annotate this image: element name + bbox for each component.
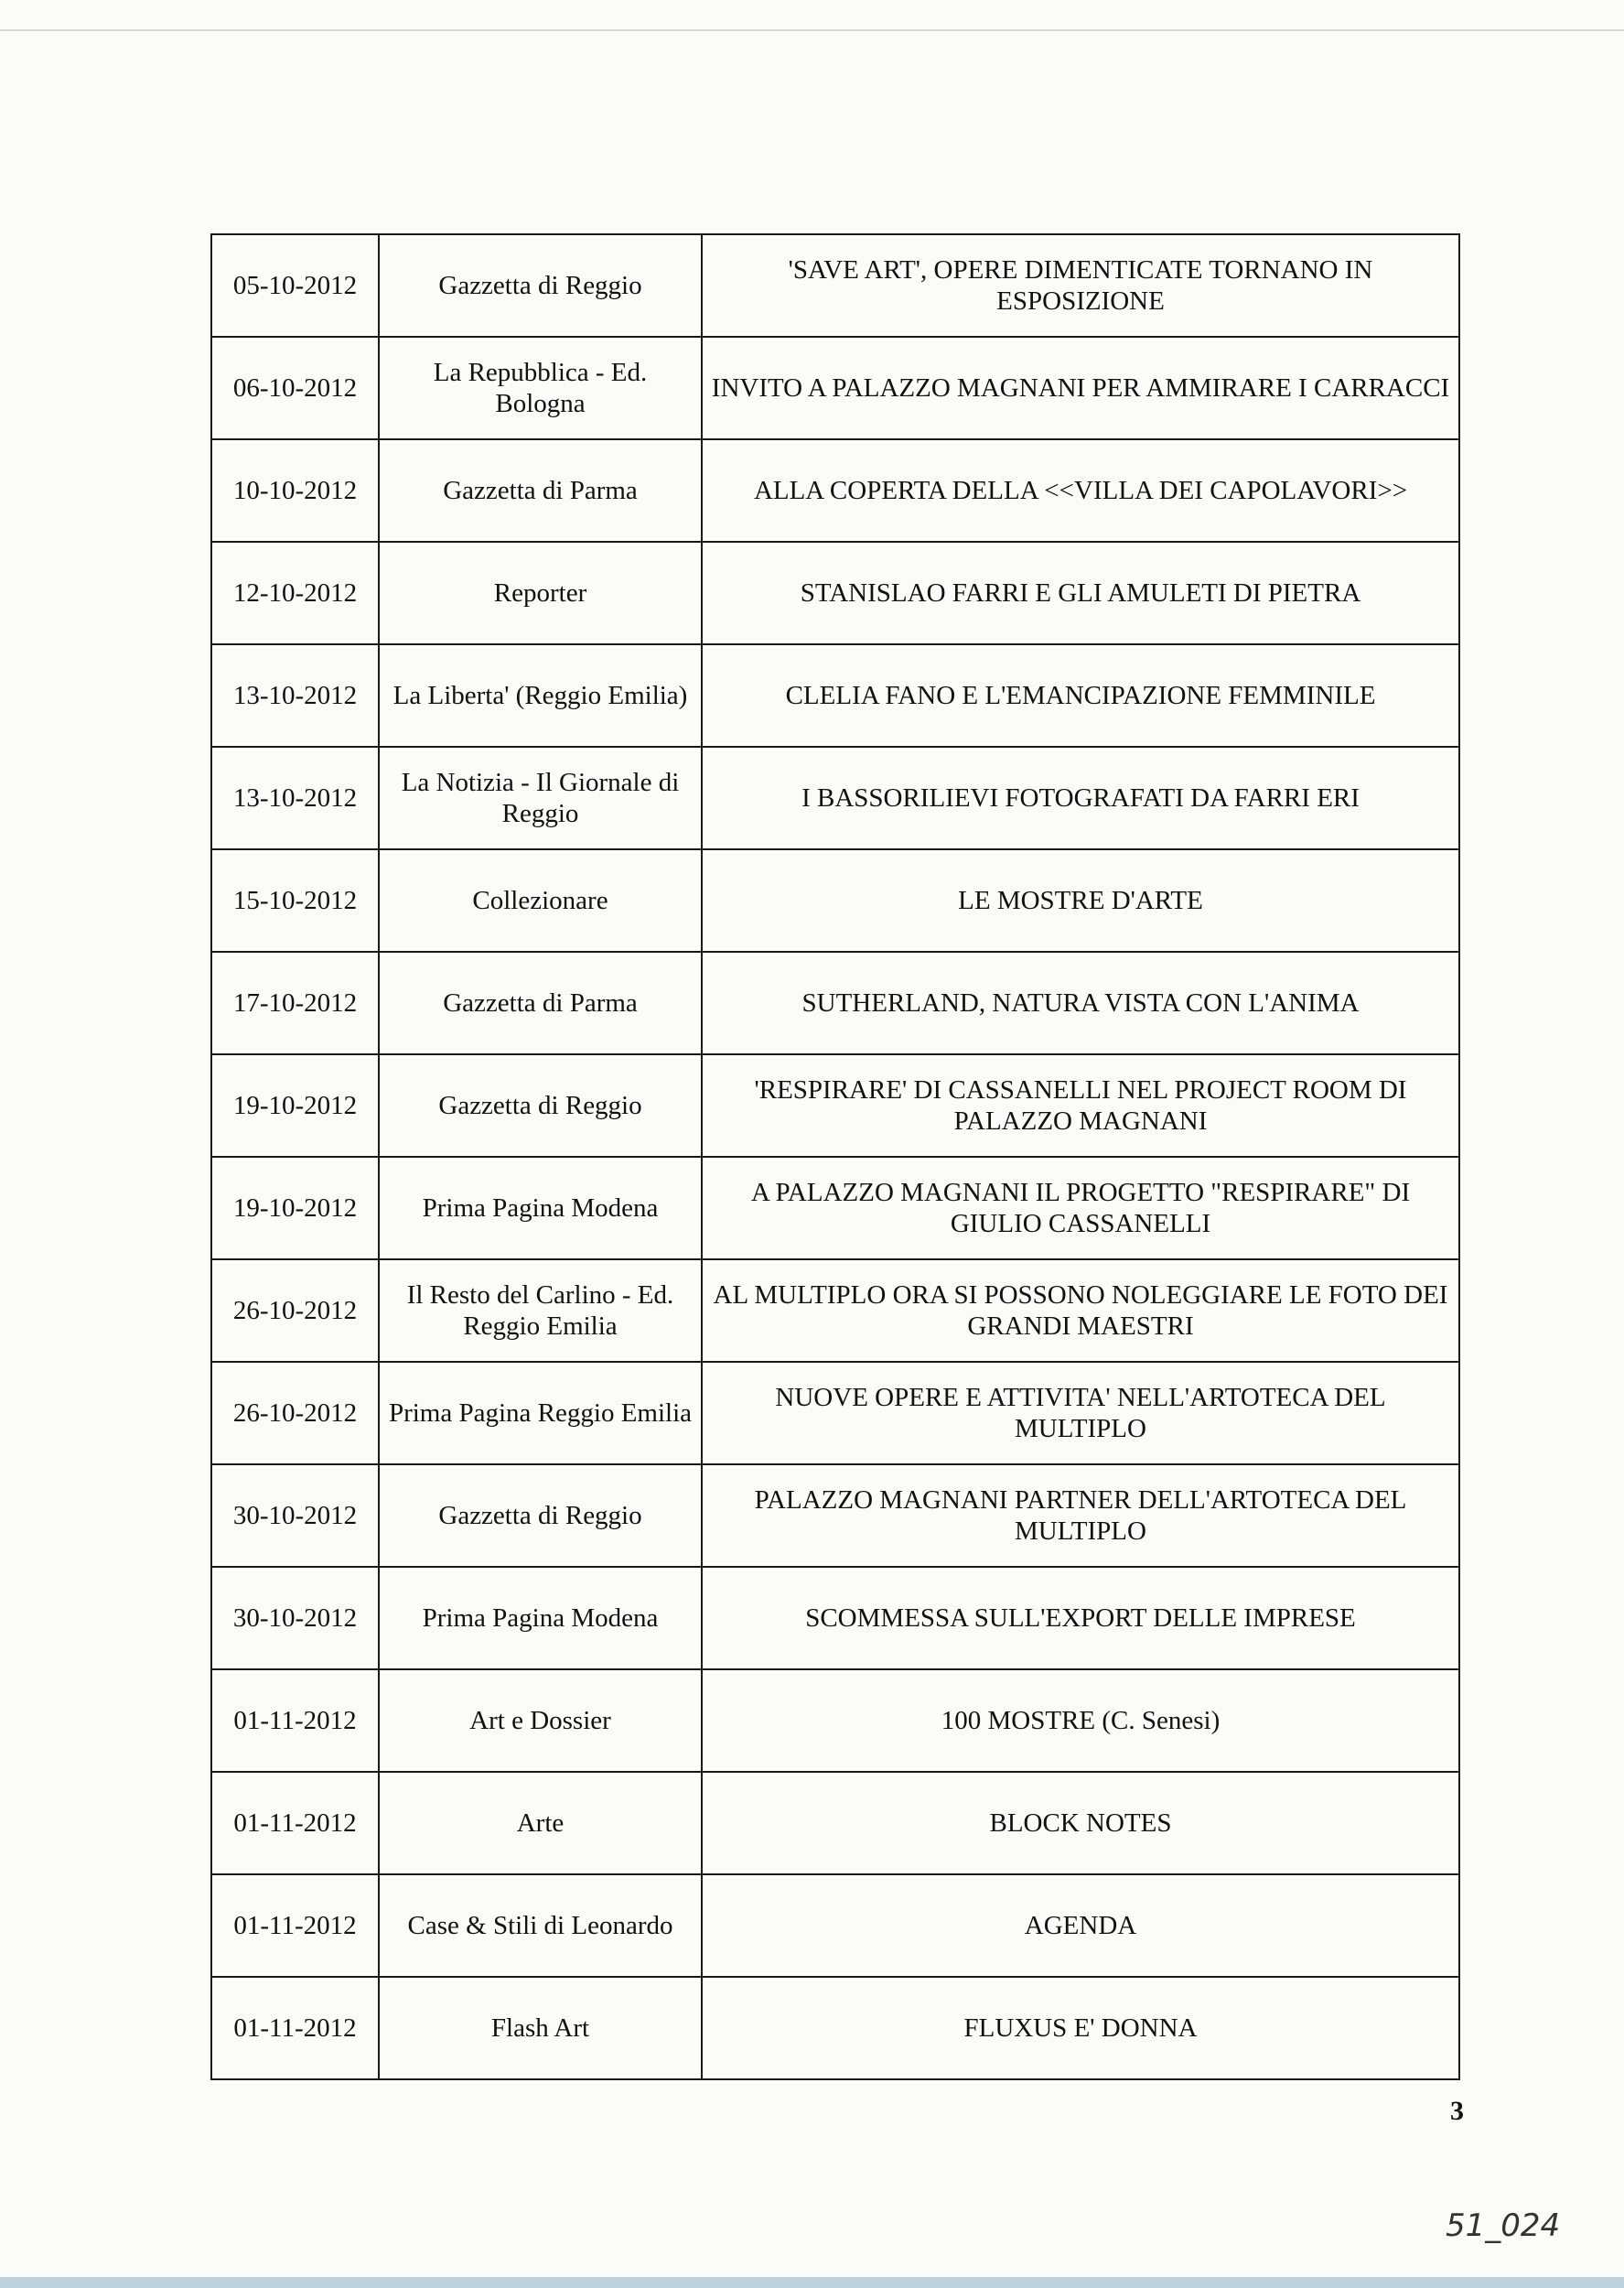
row-source: Prima Pagina Modena [379, 1157, 702, 1259]
row-title: NUOVE OPERE E ATTIVITA' NELL'ARTOTECA DEL MULTIPLO [702, 1362, 1459, 1464]
row-date: 01-11-2012 [211, 1772, 379, 1874]
row-source: Gazzetta di Reggio [379, 1054, 702, 1157]
table-row [211, 1669, 1459, 1772]
table-row [211, 234, 1459, 337]
table-row [211, 952, 1459, 1054]
row-source: Collezionare [379, 849, 702, 952]
table-row [211, 542, 1459, 644]
row-date: 01-11-2012 [211, 1669, 379, 1772]
row-source: La Notizia - Il Giornale di Reggio [379, 747, 702, 849]
page-edge [0, 29, 1624, 31]
table-row [211, 439, 1459, 542]
row-date: 17-10-2012 [211, 952, 379, 1054]
table-row [211, 337, 1459, 439]
row-title: CLELIA FANO E L'EMANCIPAZIONE FEMMINILE [702, 644, 1459, 747]
row-date: 05-10-2012 [211, 234, 379, 337]
row-title: BLOCK NOTES [702, 1772, 1459, 1874]
row-title: INVITO A PALAZZO MAGNANI PER AMMIRARE I CARRACCI [702, 337, 1459, 439]
table-body [211, 234, 1459, 2079]
table-row [211, 1054, 1459, 1157]
table-row [211, 1977, 1459, 2079]
row-source: Flash Art [379, 1977, 702, 2079]
table-row [211, 1157, 1459, 1259]
row-source: Prima Pagina Modena [379, 1567, 702, 1669]
page-number: 3 [1450, 2096, 1464, 2126]
table-row [211, 849, 1459, 952]
row-date: 13-10-2012 [211, 747, 379, 849]
row-source: Prima Pagina Reggio Emilia [379, 1362, 702, 1464]
row-date: 13-10-2012 [211, 644, 379, 747]
table-row [211, 1567, 1459, 1669]
row-title: AL MULTIPLO ORA SI POSSONO NOLEGGIARE LE FOTO DEI GRANDI MAESTRI [702, 1259, 1459, 1362]
row-title: 'RESPIRARE' DI CASSANELLI NEL PROJECT ROOM DI PALAZZO MAGNANI [702, 1054, 1459, 1157]
row-date: 26-10-2012 [211, 1259, 379, 1362]
row-source: Gazzetta di Parma [379, 952, 702, 1054]
row-title: SUTHERLAND, NATURA VISTA CON L'ANIMA [702, 952, 1459, 1054]
table-row [211, 747, 1459, 849]
row-source: Gazzetta di Parma [379, 439, 702, 542]
row-date: 19-10-2012 [211, 1157, 379, 1259]
table-row [211, 1362, 1459, 1464]
press-review-table [210, 233, 1460, 2080]
row-date: 10-10-2012 [211, 439, 379, 542]
row-source: Il Resto del Carlino - Ed. Reggio Emilia [379, 1259, 702, 1362]
row-date: 15-10-2012 [211, 849, 379, 952]
row-source: Arte [379, 1772, 702, 1874]
row-date: 30-10-2012 [211, 1567, 379, 1669]
row-title: A PALAZZO MAGNANI IL PROGETTO "RESPIRARE" DI GIULIO CASSANELLI [702, 1157, 1459, 1259]
row-title: PALAZZO MAGNANI PARTNER DELL'ARTOTECA DEL MULTIPLO [702, 1464, 1459, 1567]
table-row [211, 1464, 1459, 1567]
row-title: SCOMMESSA SULL'EXPORT DELLE IMPRESE [702, 1567, 1459, 1669]
table-row [211, 1259, 1459, 1362]
row-title: I BASSORILIEVI FOTOGRAFATI DA FARRI ERI [702, 747, 1459, 849]
table-row [211, 644, 1459, 747]
row-date: 26-10-2012 [211, 1362, 379, 1464]
handwritten-archive-code: 51_024 [1446, 2207, 1561, 2244]
row-title: 100 MOSTRE (C. Senesi) [702, 1669, 1459, 1772]
row-title: LE MOSTRE D'ARTE [702, 849, 1459, 952]
row-date: 30-10-2012 [211, 1464, 379, 1567]
row-source: La Repubblica - Ed. Bologna [379, 337, 702, 439]
row-date: 06-10-2012 [211, 337, 379, 439]
table-row [211, 1772, 1459, 1874]
scan-bottom-strip [0, 2277, 1624, 2288]
row-source: Reporter [379, 542, 702, 644]
row-source: La Liberta' (Reggio Emilia) [379, 644, 702, 747]
table-row [211, 1874, 1459, 1977]
row-date: 12-10-2012 [211, 542, 379, 644]
row-source: Case & Stili di Leonardo [379, 1874, 702, 1977]
row-title: 'SAVE ART', OPERE DIMENTICATE TORNANO IN ESPOSIZIONE [702, 234, 1459, 337]
row-date: 01-11-2012 [211, 1874, 379, 1977]
row-source: Gazzetta di Reggio [379, 234, 702, 337]
row-title: STANISLAO FARRI E GLI AMULETI DI PIETRA [702, 542, 1459, 644]
row-source: Art e Dossier [379, 1669, 702, 1772]
row-date: 19-10-2012 [211, 1054, 379, 1157]
row-title: ALLA COPERTA DELLA <<VILLA DEI CAPOLAVORI>> [702, 439, 1459, 542]
row-title: FLUXUS E' DONNA [702, 1977, 1459, 2079]
row-source: Gazzetta di Reggio [379, 1464, 702, 1567]
row-title: AGENDA [702, 1874, 1459, 1977]
row-date: 01-11-2012 [211, 1977, 379, 2079]
